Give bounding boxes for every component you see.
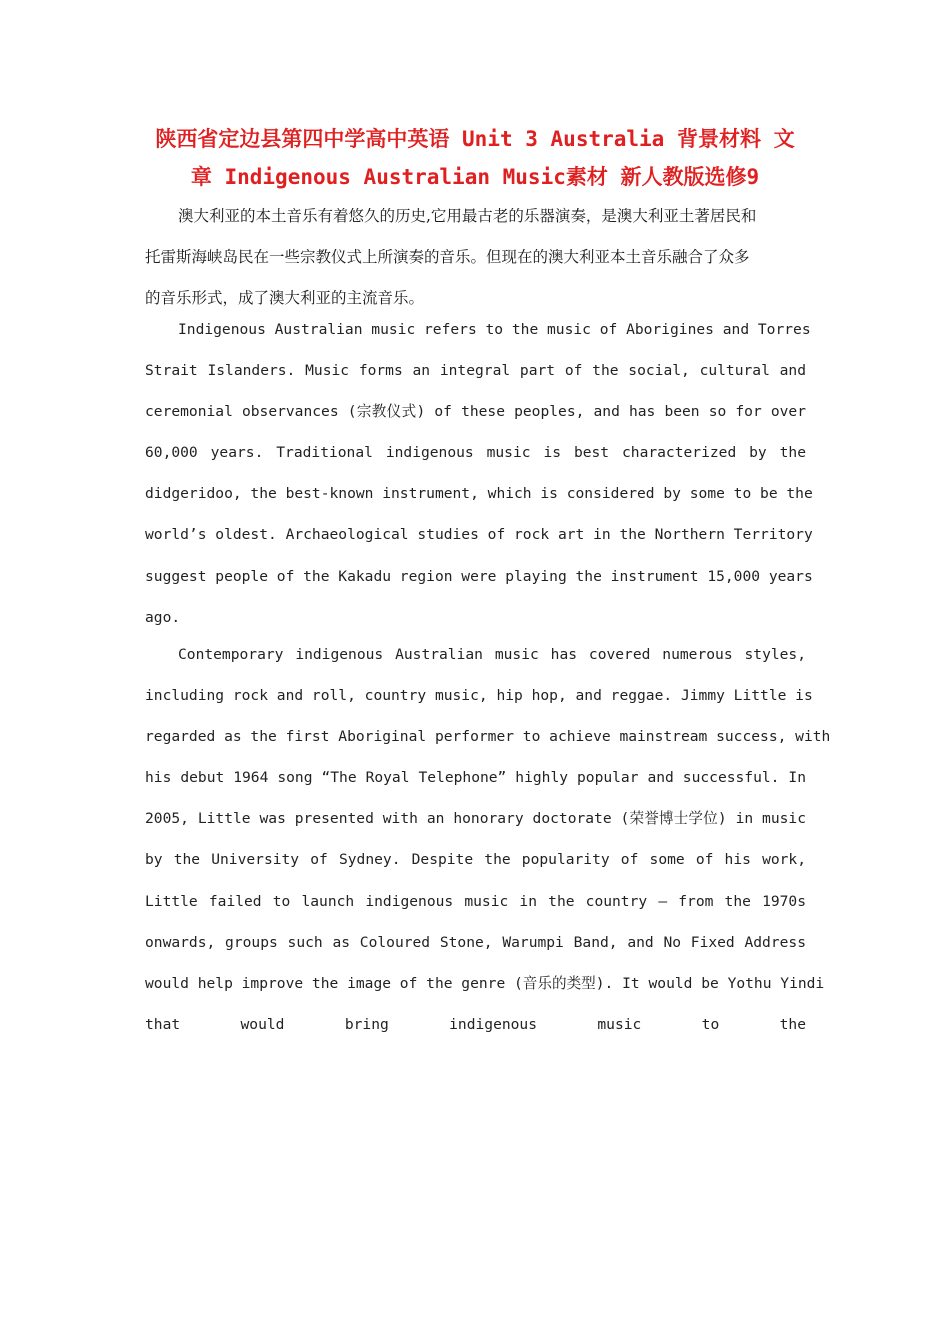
paragraph-line: by the University of Sydney. Despite the popularity of some of his work,	[145, 851, 806, 869]
paragraph-line: 60,000 years. Traditional indigenous music is best characterized by the	[145, 444, 806, 462]
paragraph-line: ago.	[145, 608, 181, 626]
intro-line: 托雷斯海峡岛民在一些宗教仪式上所演奏的音乐。但现在的澳大利亚本土音乐融合了众多	[145, 248, 750, 266]
title-line-2: 章 Indigenous Australian Music素材 新人教版选修9	[190, 165, 760, 189]
paragraph-line: Contemporary indigenous Australian music has covered numerous styles,	[178, 646, 806, 663]
paragraph-line: Little failed to launch indigenous music in the country — from the 1970s	[145, 892, 806, 910]
paragraph-line: Strait Islanders. Music forms an integral part of the social, cultural and	[145, 362, 806, 380]
paragraph-line: ceremonial observances (宗教仪式) of these peoples, and has been so for over	[145, 403, 806, 421]
english-paragraph-2	[145, 634, 831, 1045]
document-title	[145, 120, 805, 196]
paragraph-line: including rock and roll, country music, hip hop, and reggae. Jimmy Little is	[145, 687, 813, 705]
paragraph-line: world’s oldest. Archaeological studies of rock art in the Northern Territory	[145, 526, 813, 544]
english-paragraph-1	[145, 309, 813, 638]
paragraph-line: onwards, groups such as Coloured Stone, Warumpi Band, and No Fixed Address	[145, 933, 806, 951]
paragraph-line: didgeridoo, the best-known instrument, which is considered by some to be the	[145, 485, 813, 503]
paragraph-line: 2005, Little was presented with an honorary doctorate (荣誉博士学位) in music	[145, 810, 806, 828]
title-line-1: 陕西省定边县第四中学高中英语 Unit 3 Australia 背景材料 文	[155, 127, 795, 151]
paragraph-line: regarded as the first Aboriginal performer to achieve mainstream success, with	[145, 728, 831, 746]
chinese-intro-paragraph	[145, 196, 806, 319]
paragraph-line: would help improve the image of the genre (音乐的类型). It would be Yothu Yindi	[145, 974, 825, 992]
paragraph-line: Indigenous Australian music refers to the music of Aborigines and Torres	[178, 321, 811, 338]
paragraph-line: suggest people of the Kakadu region were playing the instrument 15,000 years	[145, 567, 813, 585]
paragraph-line: his debut 1964 song “The Royal Telephone” highly popular and successful. In	[145, 769, 806, 787]
paragraph-line: that would bring indigenous music to the	[145, 1015, 806, 1033]
intro-line: 的音乐形式，成了澳大利亚的主流音乐。	[145, 289, 425, 307]
intro-line: 澳大利亚的本土音乐有着悠久的历史,它用最古老的乐器演奏，是澳大利亚土著居民和	[178, 207, 757, 225]
